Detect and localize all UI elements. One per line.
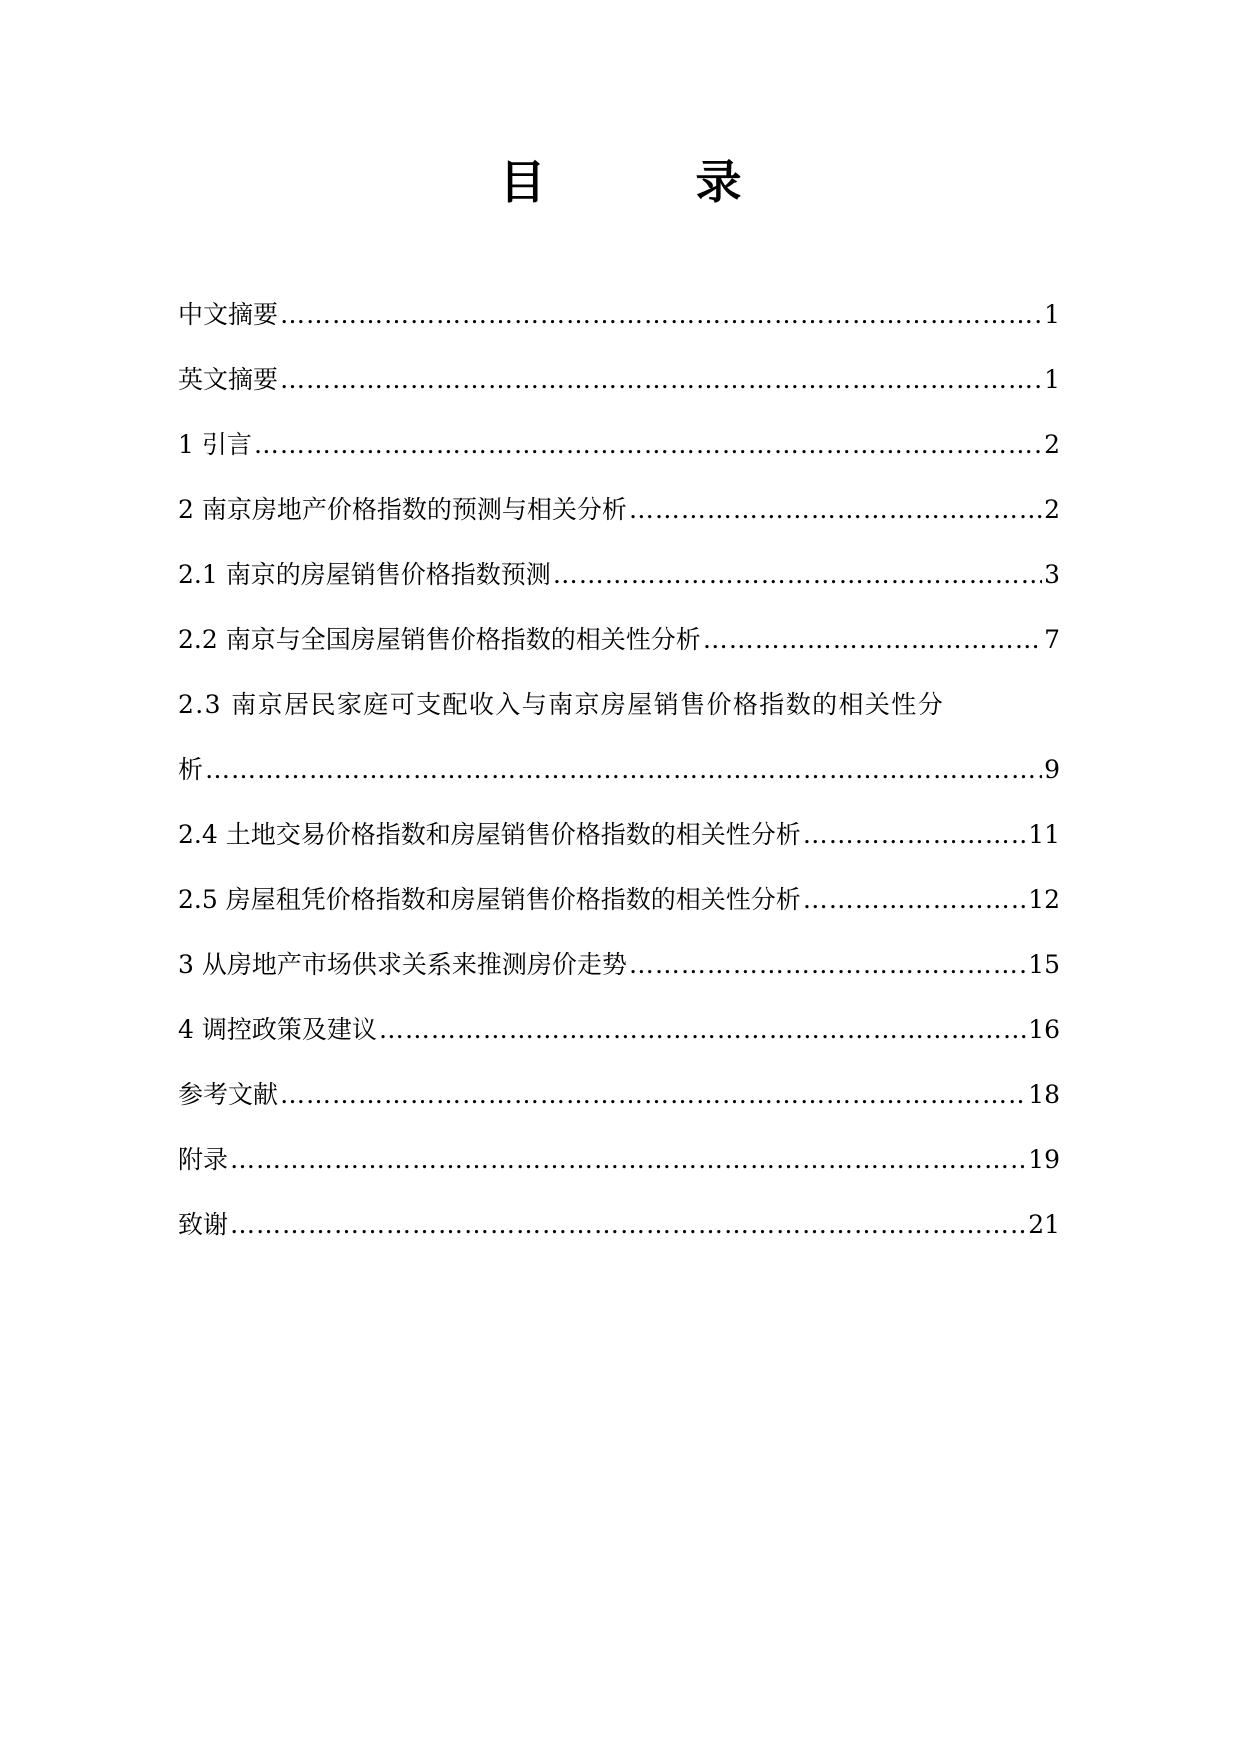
dot-leader: [703, 607, 1042, 672]
toc-entry-label: 1 引言: [178, 430, 252, 459]
dot-leader: [803, 802, 1026, 867]
toc-entry-section-2-4[interactable]: [178, 802, 1060, 867]
page-title: 目 录: [499, 155, 794, 209]
dot-leader: [205, 737, 1042, 802]
toc-entry-label: 2 南京房地产价格指数的预测与相关分析: [178, 495, 627, 524]
toc-entry-label: 2.4 土地交易价格指数和房屋销售价格指数的相关性分析: [178, 820, 801, 849]
toc-page-number: 11: [1028, 820, 1060, 849]
toc-page-number: 21: [1028, 1210, 1060, 1239]
toc-page-number: 16: [1028, 1015, 1060, 1044]
dot-leader: [230, 1192, 1026, 1257]
toc-entry-chinese-abstract[interactable]: [178, 282, 1060, 347]
dot-leader: [629, 477, 1042, 542]
toc-page-number: 1: [1044, 300, 1060, 329]
dot-leader: [553, 542, 1042, 607]
toc-entry-english-abstract[interactable]: [178, 347, 1060, 412]
toc-page-number: 9: [1044, 755, 1060, 784]
toc-entry-section-2-1[interactable]: [178, 542, 1060, 607]
toc-entry-label: 2.5 房屋租凭价格指数和房屋销售价格指数的相关性分析: [178, 885, 801, 914]
dot-leader: [280, 1062, 1026, 1127]
toc-entry-section-2-3[interactable]: [178, 672, 1060, 737]
toc-entry-introduction[interactable]: [178, 412, 1060, 477]
toc-page-number: 15: [1028, 950, 1060, 979]
toc-page-number: 3: [1044, 560, 1060, 589]
dot-leader: [280, 347, 1042, 412]
toc-entry-label-continued: 析: [178, 755, 204, 784]
toc-entry-section-2[interactable]: [178, 477, 1060, 542]
toc-page-number: 7: [1044, 625, 1060, 654]
toc-entry-acknowledgements[interactable]: [178, 1192, 1060, 1257]
toc-page-number: 2: [1044, 430, 1060, 459]
toc-page-number: 2: [1044, 495, 1060, 524]
toc-entry-appendix[interactable]: [178, 1127, 1060, 1192]
toc-entry-label: 英文摘要: [178, 365, 279, 394]
toc-entry-label: 2.3 南京居民家庭可支配收入与南京房屋销售价格指数的相关性分: [178, 690, 945, 719]
toc-entry-references[interactable]: [178, 1062, 1060, 1127]
toc-entry-label: 4 调控政策及建议: [178, 1015, 377, 1044]
toc-entry-section-3[interactable]: [178, 932, 1060, 997]
toc-entry-label: 3 从房地产市场供求关系来推测房价走势: [178, 950, 627, 979]
toc-page-number: 19: [1028, 1145, 1060, 1174]
toc-list: [178, 282, 1060, 1257]
dot-leader: [254, 412, 1042, 477]
toc-entry-section-2-3-continued[interactable]: [178, 737, 1060, 802]
toc-entry-label: 2.2 南京与全国房屋销售价格指数的相关性分析: [178, 625, 701, 654]
toc-page-number: 12: [1028, 885, 1060, 914]
dot-leader: [280, 282, 1042, 347]
toc-entry-label: 2.1 南京的房屋销售价格指数预测: [178, 560, 551, 589]
toc-page-number: 1: [1044, 365, 1060, 394]
toc-entry-section-2-2[interactable]: [178, 607, 1060, 672]
toc-entry-section-4[interactable]: [178, 997, 1060, 1062]
toc-page-number: 18: [1028, 1080, 1060, 1109]
dot-leader: [803, 867, 1026, 932]
toc-entry-label: 参考文献: [178, 1080, 279, 1109]
toc-entry-label: 附录: [178, 1145, 229, 1174]
toc-entry-section-2-5[interactable]: [178, 867, 1060, 932]
dot-leader: [629, 932, 1026, 997]
dot-leader: [379, 997, 1026, 1062]
toc-entry-label: 中文摘要: [178, 300, 279, 329]
toc-entry-label: 致谢: [178, 1210, 229, 1239]
dot-leader: [230, 1127, 1026, 1192]
